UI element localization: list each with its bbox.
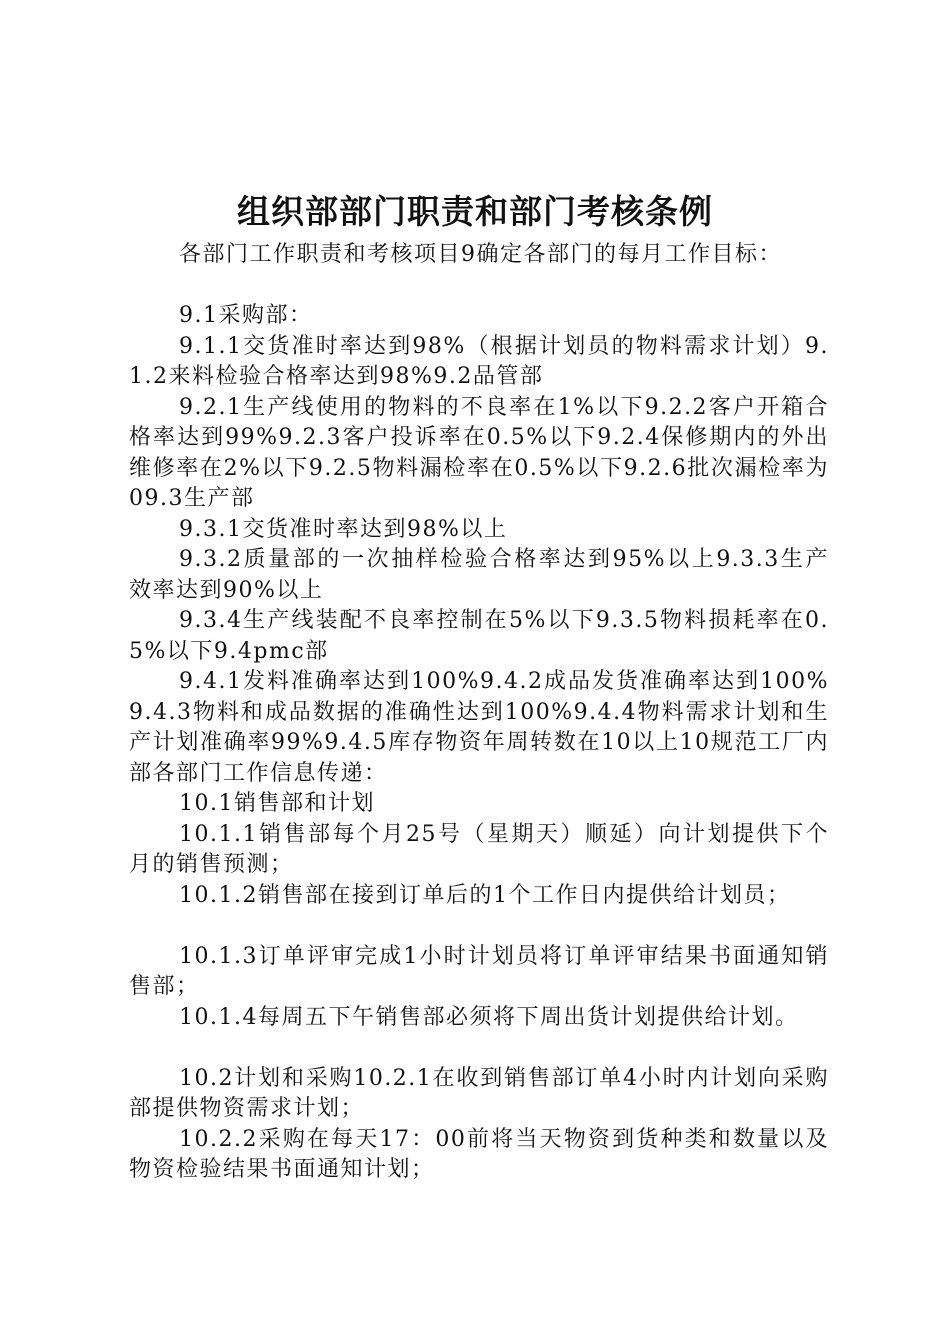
section-10-2-2: 10.2.2采购在每天17：00前将当天物资到货种类和数量以及物资检验结果书面通知计划； (129, 1126, 829, 1182)
section-10-1-1: 10.1.1销售部每个月25号（星期天）顺延）向计划提供下个月的销售预测； (129, 821, 829, 877)
section-9-3-1: 9.3.1交货准时率达到98%以上 (179, 516, 508, 542)
blank-line (129, 271, 829, 302)
section-9-1-heading: 9.1采购部： (179, 303, 313, 328)
section-9-3-4: 9.3.4生产线装配不良率控制在5%以下9.3.5物料损耗率在0.5%以下9.4pmc部 (129, 608, 829, 664)
section-9-2-items: 9.2.1生产线使用的物料的不良率在1%以下9.2.2客户开箱合格率达到99%9.2.3客户投诉率在0.5%以下9.2.4保修期内的外出维修率在2%以下9.2.5物料漏检率在0.5%以下9.2.6批次漏检率为09.3生产部 (129, 394, 829, 511)
section-10-1-3: 10.1.3订单评审完成1小时计划员将订单评审结果书面通知销售部； (129, 943, 829, 999)
intro-paragraph: 各部门工作职责和考核项目9确定各部门的每月工作目标： (179, 242, 782, 267)
section-9-3-2: 9.3.2质量部的一次抽样检验合格率达到95%以上9.3.3生产效率达到90%以上 (129, 547, 829, 603)
document-title: 组织部部门职责和部门考核条例 (237, 192, 713, 231)
section-10-1-2: 10.1.2销售部在接到订单后的1个工作日内提供给计划员； (179, 882, 791, 908)
section-10-1-4: 10.1.4每周五下午销售部必须将下周出货计划提供给计划。 (179, 1004, 799, 1030)
section-9-1-items: 9.1.1交货准时率达到98%（根据计划员的物料需求计划）9.1.2来料检验合格率达到98%9.2品管部 (129, 333, 829, 389)
blank-line (129, 1033, 829, 1064)
document-body (129, 240, 829, 1186)
blank-line (129, 911, 829, 942)
section-10-2: 10.2计划和采购10.2.1在收到销售部订单4小时内计划向采购部提供物资需求计划； (129, 1065, 829, 1121)
section-9-4-items: 9.4.1发料准确率达到100%9.4.2成品发货准确率达到100%9.4.3物料和成品数据的准确性达到100%9.4.4物料需求计划和生产计划准确率99%9.4.5库存物资年周转数在10以上10规范工厂内部各部门工作信息传递： (129, 669, 829, 786)
section-10-1-heading: 10.1销售部和计划 (179, 791, 375, 816)
